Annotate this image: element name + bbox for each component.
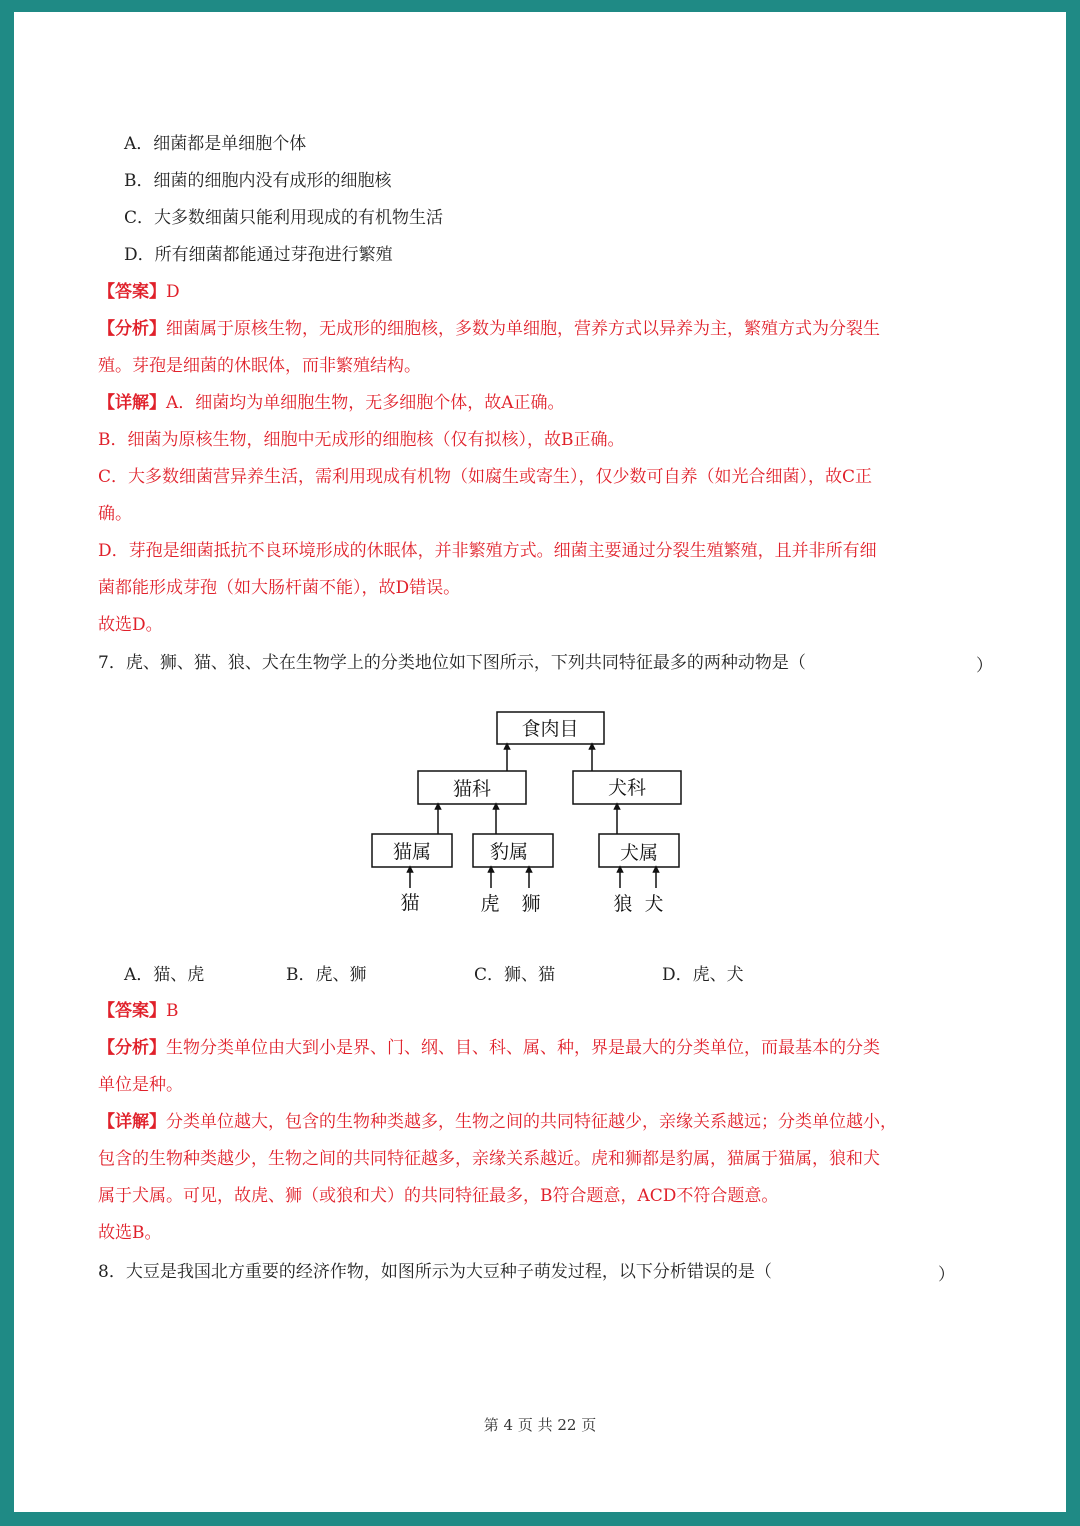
answer-tag: 【答案】 xyxy=(98,1001,166,1021)
label-animal-dog: 犬 xyxy=(644,893,664,915)
q6-option-d: D．所有细菌都能通过芽孢进行繁殖 xyxy=(124,245,393,265)
q6-choose: 故选D。 xyxy=(98,615,163,635)
q7-analysis-line1 xyxy=(98,1036,880,1060)
q6-detail-b: B．细菌为原核生物，细胞中无成形的细胞核（仅有拟核），故B正确。 xyxy=(98,430,625,450)
q6-option-b: B．细菌的细胞内没有成形的细胞核 xyxy=(124,171,392,191)
q6-detail-c2: 确。 xyxy=(98,504,132,524)
detail-tag: 【详解】 xyxy=(98,1112,166,1132)
label-genus-dog: 犬属 xyxy=(619,842,659,864)
detail-tag: 【详解】 xyxy=(98,393,166,413)
answer-value: D xyxy=(166,282,180,302)
q6-analysis-line1 xyxy=(98,317,880,341)
q6-detail-d2: 菌都能形成芽孢（如大肠杆菌不能），故D错误。 xyxy=(98,578,461,598)
q6-answer xyxy=(98,280,180,304)
q7-detail-line1 xyxy=(98,1110,897,1134)
detail-text: A．细菌均为单细胞生物，无多细胞个体，故A正确。 xyxy=(166,393,565,413)
q7-paren-close: ） xyxy=(976,656,993,676)
q6-detail-d1: D．芽孢是细菌抵抗不良环境形成的休眠体，并非繁殖方式。细菌主要通过分裂生殖繁殖，且并非所有细 xyxy=(98,541,877,561)
label-animal-wolf: 狼 xyxy=(613,893,633,915)
label-animal-tiger: 虎 xyxy=(480,893,500,915)
label-family-cat: 猫科 xyxy=(452,778,492,800)
analysis-tag: 【分析】 xyxy=(98,1038,166,1058)
q6-detail-a xyxy=(98,391,565,415)
label-genus-leopard: 豹属 xyxy=(489,841,529,863)
q7-analysis-line2: 单位是种。 xyxy=(98,1075,183,1095)
q7-detail-line3: 属于犬属。可见，故虎、狮（或狼和犬）的共同特征最多，B符合题意，ACD不符合题意。 xyxy=(98,1186,779,1206)
q7-detail-line2: 包含的生物种类越少，生物之间的共同特征越多，亲缘关系越近。虎和狮都是豹属，猫属于猫属，狼和犬 xyxy=(98,1149,880,1169)
q6-option-a: A．细菌都是单细胞个体 xyxy=(124,134,307,154)
label-animal-lion: 狮 xyxy=(521,893,541,915)
label-animal-cat: 猫 xyxy=(400,892,420,914)
q7-choice-b: B．虎、狮 xyxy=(286,965,367,985)
label-genus-cat: 猫属 xyxy=(392,841,432,863)
q6-option-c: C．大多数细菌只能利用现成的有机物生活 xyxy=(124,208,444,228)
q7-choice-a: A．猫、虎 xyxy=(124,965,205,985)
q7-answer xyxy=(98,999,179,1023)
q7-choice-c: C．狮、猫 xyxy=(474,965,556,985)
classification-diagram xyxy=(354,702,714,922)
page-footer: 第 4 页 共 22 页 xyxy=(483,1416,597,1434)
analysis-text: 细菌属于原核生物，无成形的细胞核，多数为单细胞，营养方式以异养为主，繁殖方式为分裂生 xyxy=(166,319,880,339)
q7-choice-d: D．虎、犬 xyxy=(662,965,744,985)
analysis-tag: 【分析】 xyxy=(98,319,166,339)
label-family-dog: 犬科 xyxy=(607,777,647,799)
label-order: 食肉目 xyxy=(521,718,579,740)
q7-stem: 7．虎、狮、猫、狼、犬在生物学上的分类地位如下图所示，下列共同特征最多的两种动物是（ xyxy=(98,653,806,673)
q6-detail-c1: C．大多数细菌营异养生活，需利用现成有机物（如腐生或寄生），仅少数可自养（如光合细菌），故C正 xyxy=(98,467,873,487)
q8-paren-close: ） xyxy=(938,1265,955,1285)
analysis-text: 生物分类单位由大到小是界、门、纲、目、科、属、种，界是最大的分类单位，而最基本的分类 xyxy=(166,1038,880,1058)
q7-choose: 故选B。 xyxy=(98,1223,162,1243)
answer-tag: 【答案】 xyxy=(98,282,166,302)
answer-value: B xyxy=(166,1001,179,1021)
detail-text: 分类单位越大，包含的生物种类越多，生物之间的共同特征越少，亲缘关系越远；分类单位越小， xyxy=(166,1112,897,1132)
q6-analysis-line2: 殖。芽孢是细菌的休眠体，而非繁殖结构。 xyxy=(98,356,421,376)
q8-stem: 8．大豆是我国北方重要的经济作物，如图所示为大豆种子萌发过程，以下分析错误的是（ xyxy=(98,1262,772,1282)
document-page xyxy=(14,12,1066,1512)
